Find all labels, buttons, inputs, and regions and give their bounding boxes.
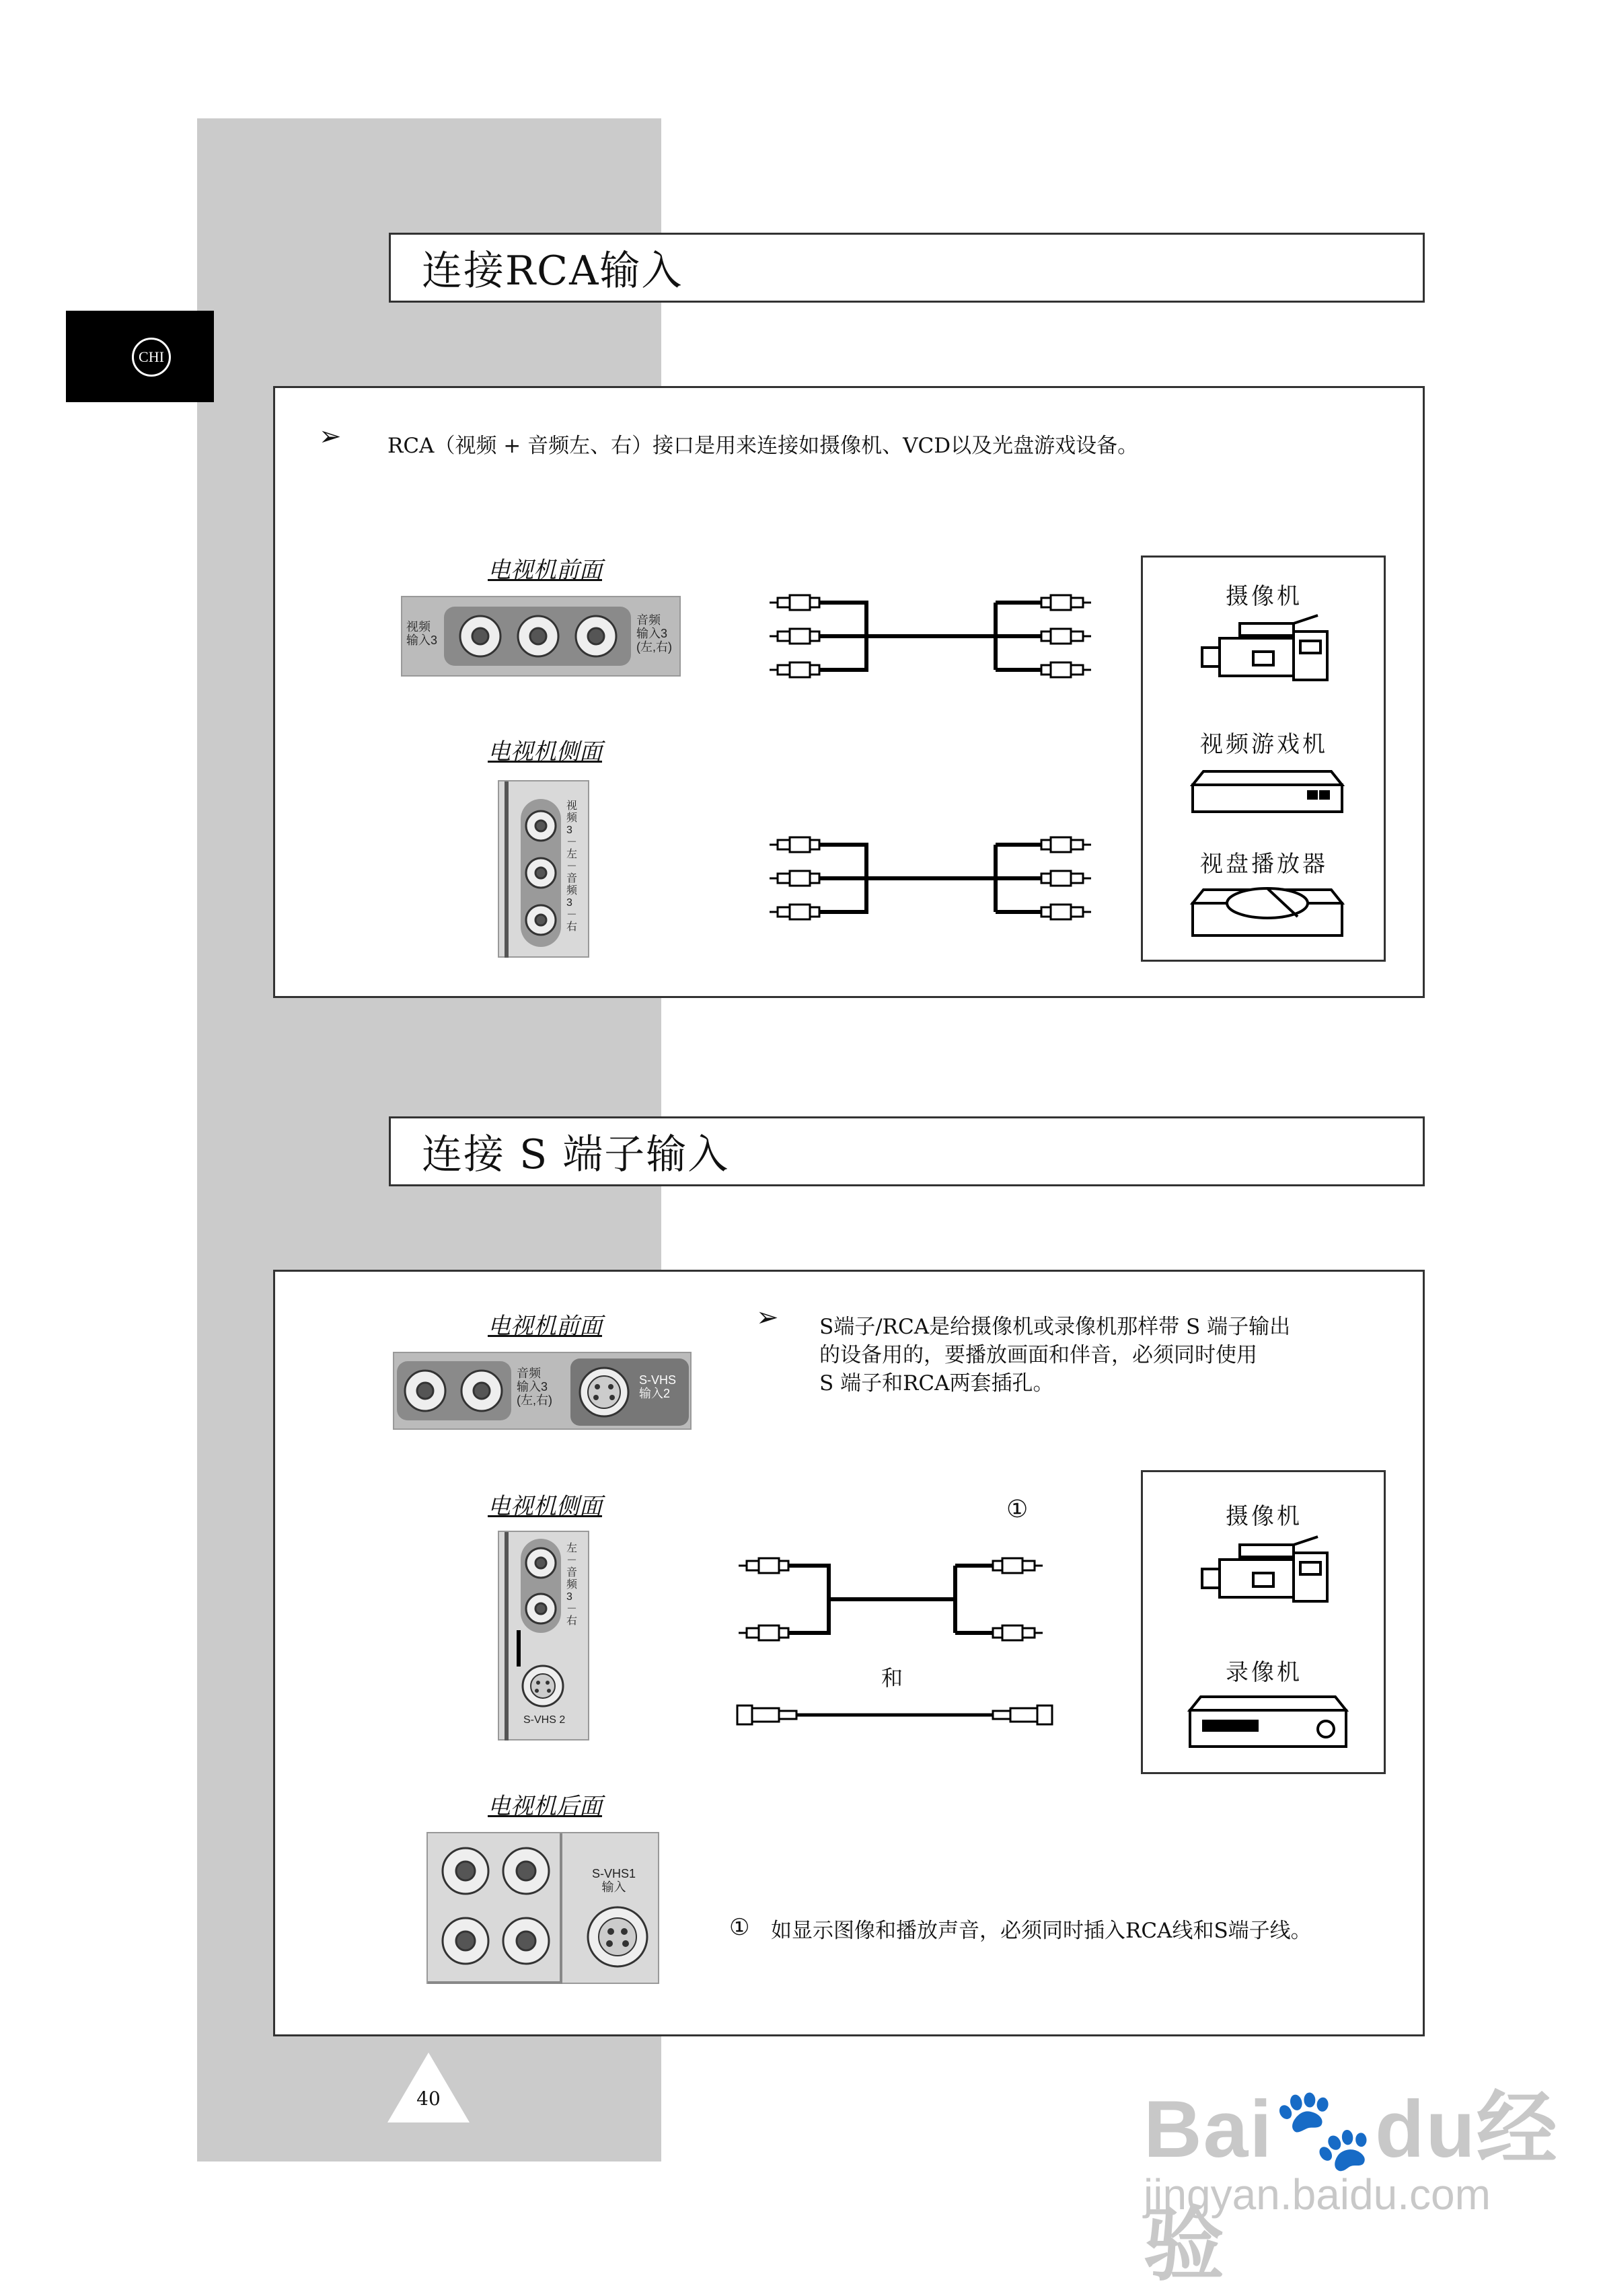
- svhs-jack-front: [576, 1364, 632, 1420]
- tv-side-caption-2: 电视机侧面: [488, 1493, 602, 1520]
- rca-jacks-front: [444, 607, 631, 666]
- camcorder-icon: [1199, 611, 1334, 685]
- tv-rear-panel: [426, 1832, 659, 1984]
- tv-side-panel: [498, 780, 589, 958]
- svhs-side-label: S-VHS 2: [523, 1714, 566, 1726]
- tv-side-caption: 电视机侧面: [488, 738, 602, 765]
- disc-player-icon: [1190, 879, 1345, 946]
- section1-description: RCA（视频 + 音频左、右）接口是用来连接如摄像机、VCD以及光盘游戏设备。: [387, 434, 1139, 458]
- rca-jacks-rear: [428, 1833, 562, 1984]
- page-number: 40: [416, 2088, 441, 2110]
- side-panel-label-2: 左－音频3－右: [566, 1543, 578, 1627]
- camcorder-icon-2: [1199, 1533, 1334, 1607]
- side-panel-label: 视频3－左－音频3－右: [566, 800, 578, 933]
- devices-box-2: [1141, 1470, 1386, 1774]
- tv-side-panel-2: [498, 1531, 589, 1740]
- tv-front-panel: [401, 596, 681, 677]
- devices-box-1: [1141, 556, 1386, 962]
- vcr-icon: [1187, 1687, 1349, 1755]
- watermark-url: jingyan.baidu.com: [1144, 2170, 1491, 2219]
- tv-front-caption: 电视机前面: [488, 557, 602, 584]
- tv-rear-caption: 电视机后面: [488, 1793, 602, 1820]
- section2-title: 连接 S 端子输入: [389, 1116, 1425, 1186]
- paw-icon: 🐾: [1273, 2084, 1376, 2174]
- language-badge: CHI: [132, 338, 171, 377]
- footnote-marker: ①: [729, 1914, 750, 1941]
- audio-input-label-2: 音频 输入3 (左,右): [517, 1367, 552, 1407]
- svhs-input-label: S-VHS 输入2: [639, 1373, 677, 1400]
- audio-jacks-side-2: [521, 1539, 561, 1633]
- svhs-jack-side: [519, 1662, 566, 1710]
- svhs1-input-label: S-VHS1 输入: [592, 1867, 636, 1894]
- device-label-disc-player: 视盘播放器: [1200, 851, 1328, 878]
- video-input-label: 视频 输入3: [406, 620, 438, 647]
- bullet-arrow-icon-2: ➢: [756, 1302, 779, 1333]
- device-label-camcorder: 摄像机: [1226, 583, 1302, 610]
- watermark-logo: Bai🐾du经验: [1144, 2083, 1559, 2292]
- audio-jacks-front-2: [397, 1361, 511, 1420]
- section2-description: S端子/RCA是给摄像机或录像机那样带 S 端子输出 的设备用的，要播放画面和伴音，必须同时使用 S 端子和RCA两套插孔。: [819, 1315, 1291, 1395]
- game-console-icon: [1190, 758, 1345, 818]
- device-label-vcr: 录像机: [1226, 1659, 1302, 1686]
- device-label-game-console: 视频游戏机: [1200, 731, 1328, 758]
- device-label-camcorder-2: 摄像机: [1226, 1503, 1302, 1530]
- cable-marker: ①: [1006, 1496, 1029, 1523]
- rca-jacks-side: [521, 799, 561, 947]
- bullet-arrow-icon: ➢: [319, 421, 342, 452]
- tv-front-panel-2: [393, 1352, 692, 1430]
- tv-front-caption-2: 电视机前面: [488, 1313, 602, 1340]
- and-label: 和: [881, 1665, 903, 1691]
- svhs-jack-rear: [584, 1903, 651, 1970]
- svideo-cables-diagram: [727, 1547, 1076, 1735]
- rca-cables-diagram: [767, 582, 1103, 959]
- audio-input-label: 音频 输入3 (左,右): [636, 613, 672, 654]
- footnote-text: 如显示图像和播放声音，必须同时插入RCA线和S端子线。: [771, 1919, 1312, 1943]
- section1-title: 连接RCA输入: [389, 233, 1425, 303]
